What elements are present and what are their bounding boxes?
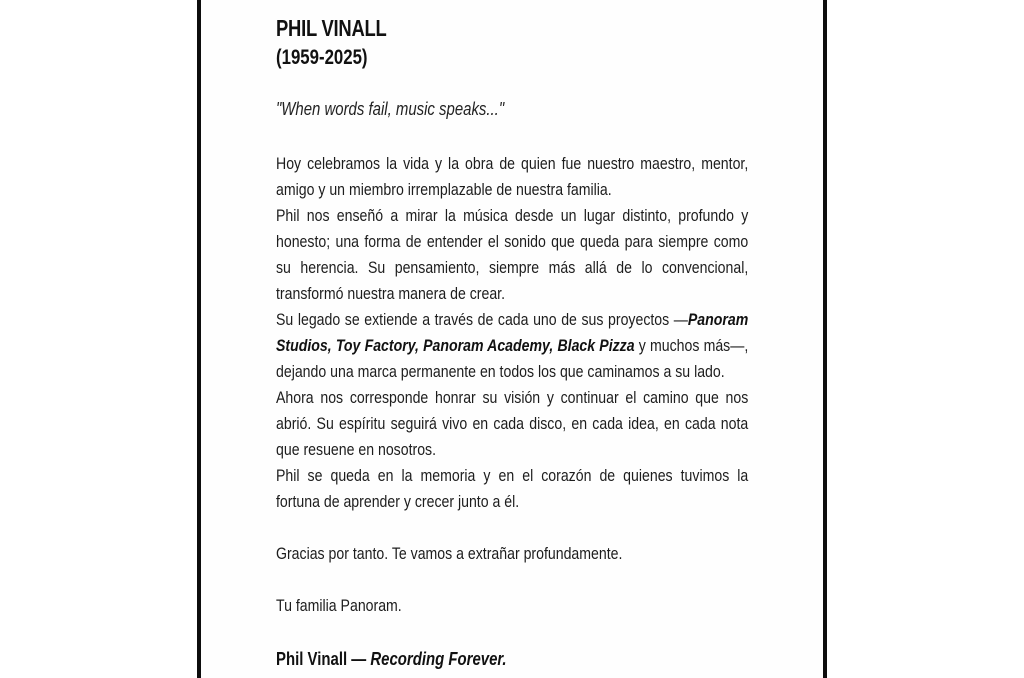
- paragraph-2-line-4: [276, 283, 552, 305]
- body-text-line: Ahora nos corresponde honrar su visión y continuar el camino que nos: [276, 388, 749, 407]
- project-names-list: Studios, Toy Factory, Panoram Academy, Black Pizza: [276, 336, 635, 355]
- paragraph-4-line-2: [276, 413, 845, 435]
- legacy-text-continued: y muchos más—,: [634, 336, 749, 355]
- signature-line: [276, 649, 554, 670]
- body-text-line: fortuna de aprender y crecer junto a él.: [276, 492, 520, 511]
- title-text: PHIL VINALL: [276, 15, 387, 41]
- paragraph-3-line-2: [276, 335, 845, 357]
- body-text-line: [276, 309, 748, 331]
- paragraph-2-line-2: [276, 231, 845, 253]
- thanks-text: Gracias por tanto. Te vamos a extrañar profundamente.: [276, 544, 623, 563]
- body-text-line: su herencia. Su pensamiento, siempre más allá de lo convencional,: [276, 258, 749, 277]
- project-name-panoram: Panoram: [687, 310, 749, 329]
- thanks-line: [276, 543, 693, 565]
- paragraph-5-line-2: [276, 491, 569, 513]
- paragraph-4-line-1: [276, 387, 845, 409]
- body-text-line: honesto; una forma de entender el sonido que queda para siempre como: [276, 232, 749, 251]
- page-title: [276, 15, 414, 42]
- body-text-line: Phil nos enseñó a mirar la música desde un lugar distinto, profundo y: [276, 206, 749, 225]
- body-text-line: dejando una marca permanente en todos los que caminamos a su lado.: [276, 362, 725, 381]
- body-text-line: [276, 335, 748, 357]
- quote-text: "When words fail, music speaks...": [276, 99, 505, 119]
- legacy-text: Su legado se extiende a través de cada uno de sus proyectos —: [276, 310, 688, 329]
- signature-tagline: Recording Forever.: [370, 649, 507, 669]
- epigraph-quote: [276, 99, 551, 120]
- body-text-line: que resuene en nosotros.: [276, 440, 437, 459]
- family-text: Tu familia Panoram.: [276, 596, 402, 615]
- signature-name: Phil Vinall —: [276, 649, 371, 669]
- body-text-line: amigo y un miembro irremplazable de nuestra familia.: [276, 180, 612, 199]
- years-text: (1959-2025): [276, 46, 368, 69]
- paragraph-2-line-1: [276, 205, 845, 227]
- body-text-line: Phil se queda en la memoria y en el corazón de quienes tuvimos la: [276, 466, 749, 485]
- paragraph-5-line-1: [276, 465, 845, 487]
- paragraph-1-line-1: [276, 153, 845, 175]
- signature: [276, 649, 507, 670]
- years-subtitle: [276, 46, 390, 70]
- body-text-line: Hoy celebramos la vida y la obra de quien fue nuestro maestro, mentor,: [276, 154, 749, 173]
- paragraph-1-line-2: [276, 179, 680, 201]
- body-text-line: abrió. Su espíritu seguirá vivo en cada disco, en cada idea, en cada nota: [276, 414, 749, 433]
- paragraph-2-line-3: [276, 257, 845, 279]
- paragraph-4-line-3: [276, 439, 469, 461]
- paragraph-3-line-1: [276, 309, 845, 331]
- body-text-line: transformó nuestra manera de crear.: [276, 284, 506, 303]
- paragraph-3-line-3: [276, 361, 817, 383]
- family-sign-off: [276, 595, 427, 617]
